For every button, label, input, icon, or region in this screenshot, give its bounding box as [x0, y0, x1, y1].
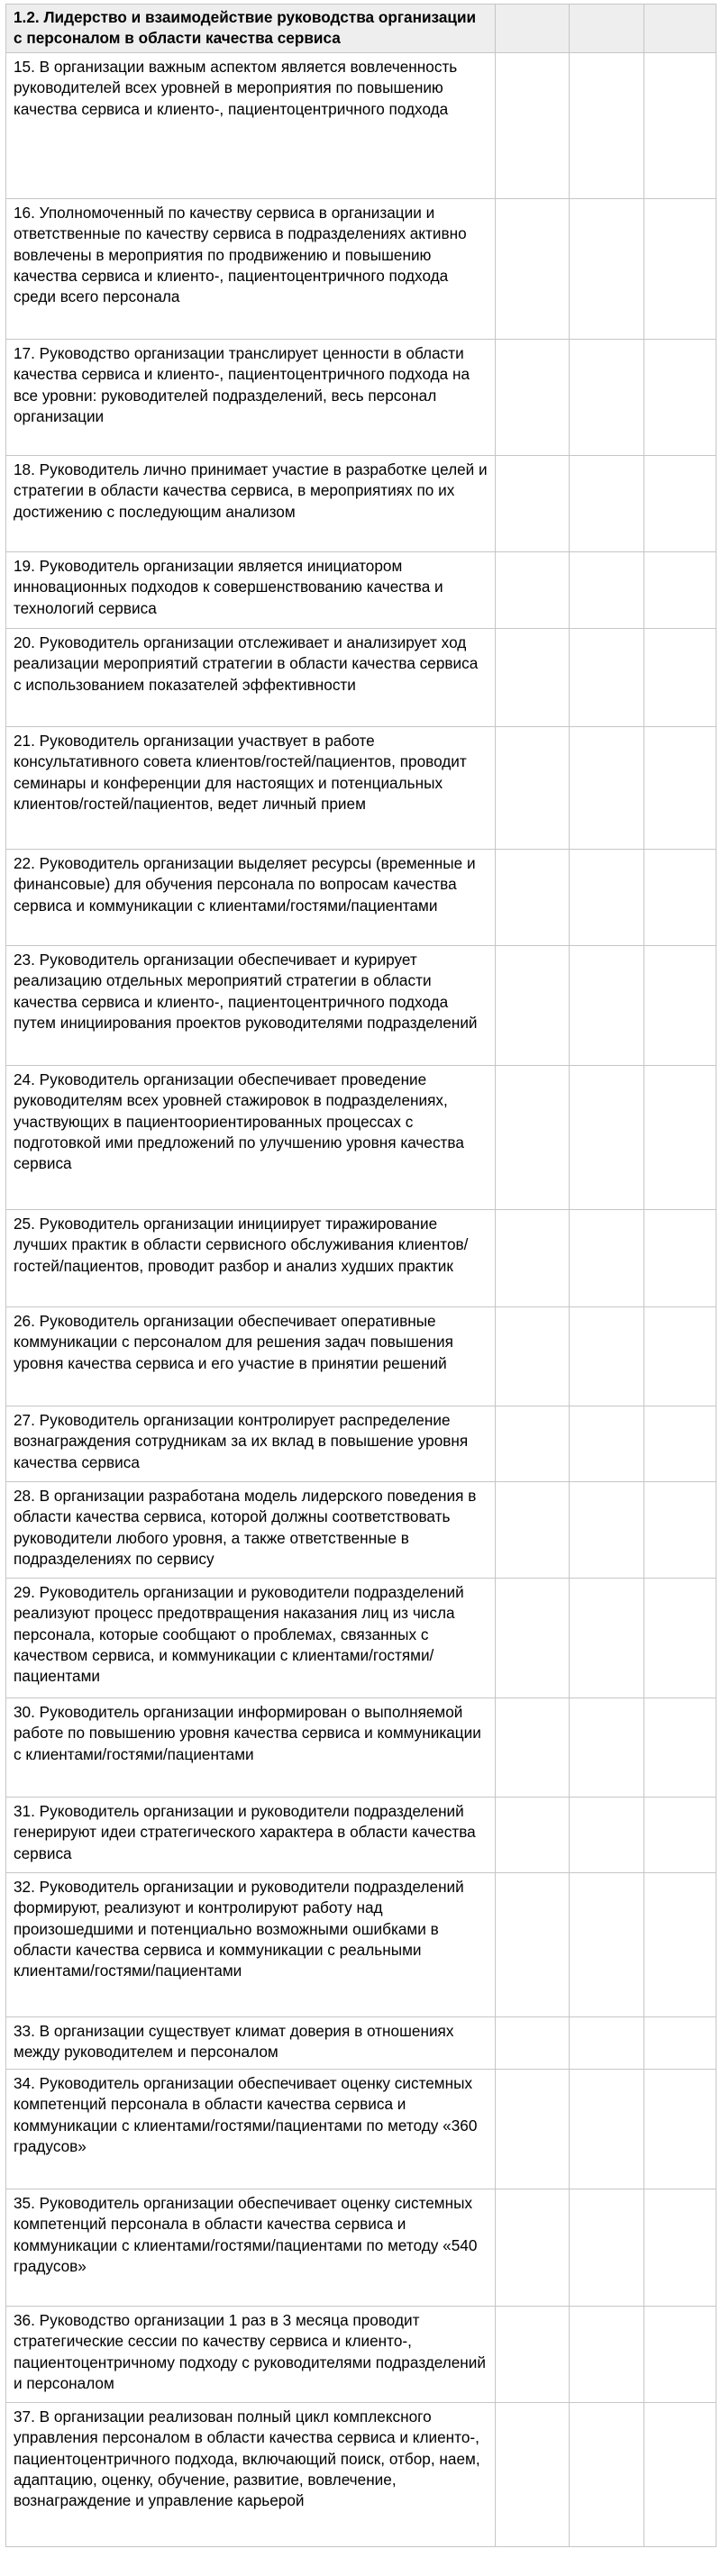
score-cell: [496, 339, 570, 455]
score-cell: [570, 2306, 644, 2402]
score-cell: [570, 1797, 644, 1872]
criterion-text: 35. Руководитель организации обеспечивает оценку системных компетенций персонала в области качества сервиса и коммуникации с клиентами/гостями/пациентами по методу «540 градусов»: [6, 2189, 496, 2306]
table-row: [6, 339, 716, 455]
criterion-text: 23. Руководитель организации обеспечивает и курирует реализацию отдельных мероприятий стратегии в области качества сервиса и клиенто-, пациентоцентричного подхода путем инициирования проектов руководителями подразделений: [6, 945, 496, 1065]
criterion-text: 36. Руководство организации 1 раз в 3 месяца проводит стратегические сессии по качеству сервиса и клиенто-, пациентоцентричному подходу с руководителями подразделений и персоналом: [6, 2306, 496, 2402]
score-cell: [496, 455, 570, 551]
criterion-text: 28. В организации разработана модель лидерского поведения в области качества сервиса, которой должны соответствовать руководители любого уровня, а также ответственные в подразделениях по сервису: [6, 1481, 496, 1578]
table-row: [6, 455, 716, 551]
criteria-table-body: [6, 5, 716, 2547]
score-cell: [570, 2189, 644, 2306]
score-cell: [570, 52, 644, 198]
score-cell: [570, 2069, 644, 2189]
table-row: [6, 945, 716, 1065]
criterion-text: 24. Руководитель организации обеспечивает проведение руководителям всех уровней стажировок в подразделениях, участвующих в пациентоориентированных процессах с подготовкой ими предложений по улучшению уровня качества сервиса: [6, 1065, 496, 1209]
score-cell: [496, 1797, 570, 1872]
criterion-text: 29. Руководитель организации и руководители подразделений реализуют процесс предотвращения наказания лиц из числа персонала, которые сообщают о проблемах, связанных с качеством сервиса, и коммуникации с клиентами/гостями/пациентами: [6, 1578, 496, 1698]
score-cell: [496, 1481, 570, 1578]
score-cell: [496, 849, 570, 945]
table-row: [6, 1065, 716, 1209]
criterion-text: 25. Руководитель организации инициирует тиражирование лучших практик в области сервисного обслуживания клиентов/гостей/пациентов, проводит разбор и анализ худших практик: [6, 1209, 496, 1306]
score-cell: [644, 2306, 716, 2402]
table-row: [6, 1578, 716, 1698]
score-cell: [570, 2402, 644, 2546]
criterion-text: 19. Руководитель организации является инициатором инновационных подходов к совершенствованию качества и технологий сервиса: [6, 551, 496, 628]
table-row: [6, 198, 716, 339]
criterion-text: 15. В организации важным аспектом является вовлеченность руководителей всех уровней в мероприятия по повышению качества сервиса и клиенто-, пациентоцентричного подхода: [6, 52, 496, 198]
table-row: [6, 551, 716, 628]
table-row: [6, 52, 716, 198]
score-cell: [496, 1872, 570, 2016]
criteria-table: [5, 4, 716, 2547]
score-cell: [570, 1698, 644, 1797]
criterion-text: 30. Руководитель организации информирован о выполняемой работе по повышению уровня качества сервиса и коммуникации с клиентами/гостями/пациентами: [6, 1698, 496, 1797]
score-cell: [644, 1209, 716, 1306]
table-row: [6, 1872, 716, 2016]
criterion-text: 20. Руководитель организации отслеживает и анализирует ход реализации мероприятий стратегии в области качества сервиса с использованием показателей эффективности: [6, 628, 496, 726]
table-row: [6, 1406, 716, 1481]
score-cell: [496, 5, 570, 53]
score-cell: [496, 2016, 570, 2069]
table-row: [6, 1209, 716, 1306]
table-row: [6, 2306, 716, 2402]
score-cell: [570, 198, 644, 339]
score-cell: [644, 198, 716, 339]
score-cell: [496, 1578, 570, 1698]
score-cell: [496, 726, 570, 849]
score-cell: [644, 1481, 716, 1578]
score-cell: [570, 849, 644, 945]
score-cell: [570, 1872, 644, 2016]
criterion-text: 18. Руководитель лично принимает участие в разработке целей и стратегии в области качества сервиса, в мероприятиях по их достижению с последующим анализом: [6, 455, 496, 551]
score-cell: [644, 628, 716, 726]
score-cell: [496, 2189, 570, 2306]
criterion-text: 37. В организации реализован полный цикл комплексного управления персоналом в области качества сервиса и клиенто-, пациентоцентричного подхода, включающий поиск, отбор, наем, адаптацию, оценку, обучение, развитие, вовлечение, вознаграждение и управление карьерой: [6, 2402, 496, 2546]
criterion-text: 21. Руководитель организации участвует в работе консультативного совета клиентов/гостей/пациентов, проводит семинары и конференции для настоящих и потенциальных клиентов/гостей/пациентов, ведет личный прием: [6, 726, 496, 849]
score-cell: [644, 2189, 716, 2306]
score-cell: [496, 198, 570, 339]
score-cell: [644, 5, 716, 53]
score-cell: [496, 1406, 570, 1481]
criterion-text: 16. Уполномоченный по качеству сервиса в организации и ответственные по качеству сервиса в подразделениях активно вовлечены в мероприятия по продвижению и повышению качества сервиса и клиенто-, пациентоцентричного подхода среди всего персонала: [6, 198, 496, 339]
score-cell: [644, 1065, 716, 1209]
section-title: 1.2. Лидерство и взаимодействие руководства организации с персоналом в области качества сервиса: [6, 5, 496, 53]
score-cell: [570, 551, 644, 628]
score-cell: [570, 1209, 644, 1306]
score-cell: [496, 52, 570, 198]
score-cell: [496, 1065, 570, 1209]
score-cell: [644, 1698, 716, 1797]
criterion-text: 31. Руководитель организации и руководители подразделений генерируют идеи стратегического характера в области качества сервиса: [6, 1797, 496, 1872]
criterion-text: 32. Руководитель организации и руководители подразделений формируют, реализуют и контролируют работу над произошедшими и потенциально возможными ошибками в области качества сервиса и коммуникации с реальными клиентами/гостями/пациентами: [6, 1872, 496, 2016]
score-cell: [570, 339, 644, 455]
score-cell: [496, 628, 570, 726]
criterion-text: 26. Руководитель организации обеспечивает оперативные коммуникации с персоналом для решения задач повышения уровня качества сервиса и его участие в принятии решений: [6, 1306, 496, 1406]
score-cell: [496, 1209, 570, 1306]
score-cell: [570, 1578, 644, 1698]
score-cell: [644, 551, 716, 628]
criterion-text: 33. В организации существует климат доверия в отношениях между руководителем и персоналом: [6, 2016, 496, 2069]
score-cell: [496, 945, 570, 1065]
criterion-text: 27. Руководитель организации контролирует распределение вознаграждения сотрудникам за их вклад в повышение уровня качества сервиса: [6, 1406, 496, 1481]
score-cell: [644, 945, 716, 1065]
score-cell: [570, 726, 644, 849]
score-cell: [496, 551, 570, 628]
score-cell: [644, 2402, 716, 2546]
score-cell: [644, 339, 716, 455]
table-row: [6, 849, 716, 945]
score-cell: [644, 455, 716, 551]
score-cell: [496, 2306, 570, 2402]
score-cell: [570, 1406, 644, 1481]
score-cell: [644, 2069, 716, 2189]
score-cell: [570, 628, 644, 726]
table-row: [6, 2016, 716, 2069]
score-cell: [496, 2069, 570, 2189]
criterion-text: 22. Руководитель организации выделяет ресурсы (временные и финансовые) для обучения персонала по вопросам качества сервиса и коммуникации с клиентами/гостями/пациентами: [6, 849, 496, 945]
table-row: [6, 628, 716, 726]
table-row: [6, 726, 716, 849]
criterion-text: 17. Руководство организации транслирует ценности в области качества сервиса и клиенто-, пациентоцентричного подхода на все уровни: руководителей подразделений, весь персонал организации: [6, 339, 496, 455]
table-row: [6, 2069, 716, 2189]
table-row: [6, 1698, 716, 1797]
score-cell: [644, 52, 716, 198]
score-cell: [570, 1306, 644, 1406]
score-cell: [570, 945, 644, 1065]
score-cell: [644, 1578, 716, 1698]
table-row: [6, 1481, 716, 1578]
table-row: [6, 2189, 716, 2306]
score-cell: [570, 455, 644, 551]
score-cell: [570, 1481, 644, 1578]
score-cell: [570, 5, 644, 53]
score-cell: [496, 1698, 570, 1797]
score-cell: [570, 1065, 644, 1209]
score-cell: [644, 2016, 716, 2069]
score-cell: [644, 1797, 716, 1872]
criterion-text: 34. Руководитель организации обеспечивает оценку системных компетенций персонала в области качества сервиса и коммуникации с клиентами/гостями/пациентами по методу «360 градусов»: [6, 2069, 496, 2189]
table-row: [6, 1797, 716, 1872]
score-cell: [644, 1406, 716, 1481]
score-cell: [496, 1306, 570, 1406]
score-cell: [496, 2402, 570, 2546]
score-cell: [644, 726, 716, 849]
score-cell: [644, 1306, 716, 1406]
score-cell: [570, 2016, 644, 2069]
section-header-row: [6, 5, 716, 53]
score-cell: [644, 849, 716, 945]
score-cell: [644, 1872, 716, 2016]
table-row: [6, 1306, 716, 1406]
table-row: [6, 2402, 716, 2546]
